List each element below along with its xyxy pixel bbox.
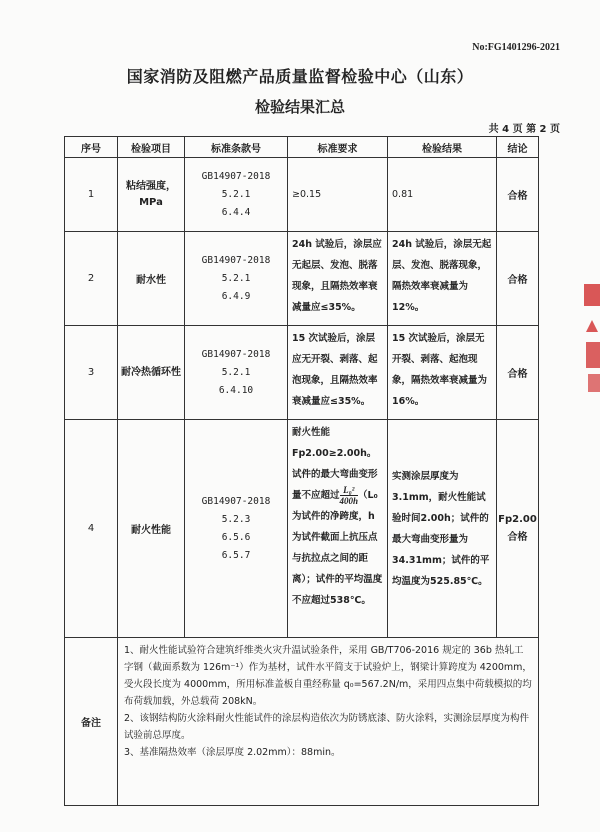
clause: 5.2.3 (221, 513, 251, 525)
test-item: 耐冷热循环性 (118, 326, 185, 420)
fraction-denominator: 400h (339, 496, 359, 506)
notes (118, 638, 539, 806)
seal-stamp-fragment (578, 280, 600, 400)
result: 15 次试验后，涂层无开裂、剥落、起泡现象，隔热效率衰减量为16%。 (388, 326, 497, 420)
requirement-part-b: （L₀为试件的净跨度，h 为试件截面上抗压点与抗拉点之间的距离）；试件的平均温度不应超过538℃。 (292, 490, 383, 606)
conclusion (497, 420, 539, 638)
row-number: 1 (65, 158, 118, 232)
clause: 5.2.1 (221, 188, 251, 200)
test-item: 耐火性能 (118, 420, 185, 638)
col-header-no: 序号 (65, 137, 118, 158)
col-header-conclusion: 结论 (497, 137, 539, 158)
table-header-row (65, 137, 539, 158)
conclusion: 合格 (497, 158, 539, 232)
row-number: 4 (65, 420, 118, 638)
requirement (288, 420, 388, 638)
result: 24h 试验后，涂层无起层、发泡、脱落现象，隔热效率衰减量为12%。 (388, 232, 497, 326)
standard-code: GB14907-2018 (201, 495, 271, 507)
conclusion: 合格 (497, 232, 539, 326)
conclusion-grade: Fp2.00 (498, 513, 537, 525)
clause: 5.2.1 (221, 366, 251, 378)
requirement: 24h 试验后，涂层应无起层、发泡、脱落现象，且隔热效率衰减量应≤35%。 (288, 232, 388, 326)
requirement-part-a: 耐火性能 Fp2.00≥2.00h。试件的最大弯曲变形量不应超过 (292, 427, 378, 501)
note-item: 1、耐火性能试验符合建筑纤维类火灾升温试验条件，采用 GB/T706-2016 规定的 36b 热轧工字钢（截面系数为 126m⁻¹）作为基材，试件水平简支于试验炉上，钢梁计算跨度为 4200mm，受火段长度为 4000mm，所用标准盖板自重经称量 q₀=567.2N/m，采用四点集中荷载模拟的均布荷载加载，外总载荷 208kN。 (124, 645, 532, 707)
deflection-fraction (340, 485, 359, 506)
standard-clauses (185, 232, 288, 326)
clause: 6.4.10 (218, 384, 254, 396)
note-item: 3、基准隔热效率（涂层厚度 2.02mm）：88min。 (124, 747, 341, 758)
conclusion-verdict: 合格 (507, 531, 528, 543)
document-title: 检验结果汇总 (254, 98, 345, 116)
requirement: 15 次试验后，涂层应无开裂、剥落、起泡现象，且隔热效率衰减量应≤35%。 (288, 326, 388, 420)
standard-code: GB14907-2018 (201, 348, 271, 360)
col-header-result: 检验结果 (388, 137, 497, 158)
table-row (65, 232, 539, 326)
result: 实测涂层厚度为3.1mm，耐火性能试验时间2.00h；试件的最大弯曲变形量为34.31mm；试件的平均温度为525.85℃。 (388, 420, 497, 638)
clause: 6.5.6 (221, 531, 251, 543)
document-number: No:FG1401296-2021 (472, 42, 560, 53)
requirement: ≥0.15 (288, 158, 388, 232)
clause: 6.4.9 (221, 290, 251, 302)
col-header-clause: 标准条款号 (185, 137, 288, 158)
test-item: 粘结强度，MPa (118, 158, 185, 232)
results-table (64, 136, 539, 806)
col-header-item: 检验项目 (118, 137, 185, 158)
standard-clauses (185, 158, 288, 232)
result: 0.81 (388, 158, 497, 232)
table-row (65, 158, 539, 232)
notes-row (65, 638, 539, 806)
col-header-requirement: 标准要求 (288, 137, 388, 158)
standard-clauses (185, 326, 288, 420)
standard-clauses (185, 420, 288, 638)
note-item: 2、该钢结构防火涂料耐火性能试件的涂层构造依次为防锈底漆、防火涂料，实测涂层厚度为构件试验前总厚度。 (124, 713, 530, 741)
test-item: 耐水性 (118, 232, 185, 326)
conclusion: 合格 (497, 326, 539, 420)
table-row (65, 326, 539, 420)
table-row (65, 420, 539, 638)
page-info: 共 4 页 第 2 页 (488, 124, 560, 135)
standard-code: GB14907-2018 (201, 170, 271, 182)
organization-title: 国家消防及阻燃产品质量监督检验中心（山东） (126, 67, 474, 86)
row-number: 2 (65, 232, 118, 326)
clause: 6.5.7 (221, 549, 251, 561)
row-number: 3 (65, 326, 118, 420)
fraction-numerator: L₀² (340, 485, 359, 496)
standard-code: GB14907-2018 (201, 254, 271, 266)
clause: 5.2.1 (221, 272, 251, 284)
clause: 6.4.4 (221, 206, 251, 218)
notes-label: 备注 (65, 638, 118, 806)
